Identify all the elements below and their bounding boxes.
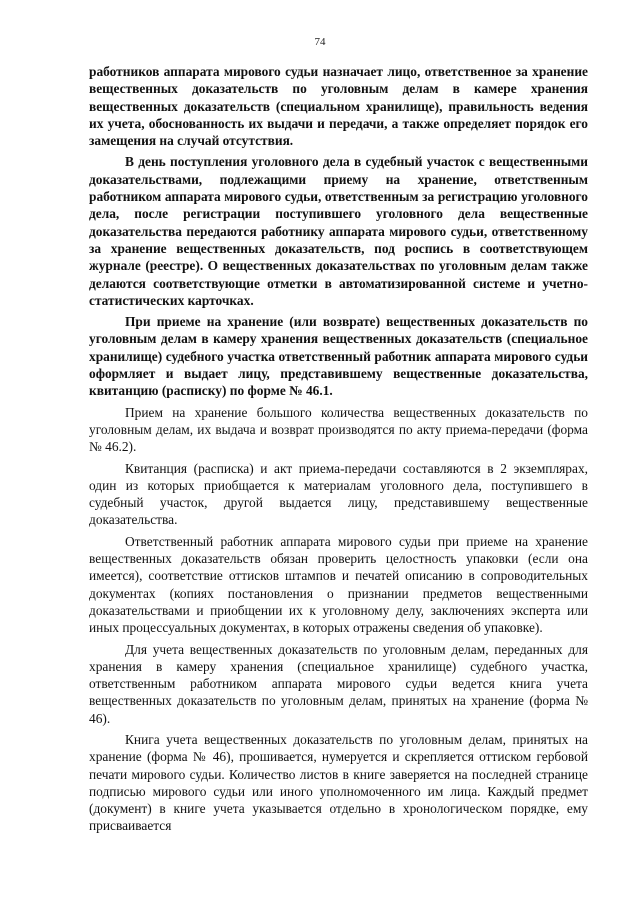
paragraph-6: Ответственный работник аппарата мирового судьи при приеме на хранение вещественных доказательств обязан проверить целостность упаковки (если она имеется), соответствие оттисков штампов и печатей описанию в сопроводительных документах (копиях постановления о признании предметов вещественными доказательствами и приобщении их к уголовному делу, заключениях эксперта или иных процессуальных документах, в которых отражены сведения об упаковке). <box>89 533 588 636</box>
page-number: 74 <box>314 36 326 48</box>
paragraph-2: В день поступления уголовного дела в судебный участок с вещественными доказательствами, подлежащими приему на хранение, ответственным работником аппарата мирового судьи, ответственным за регистрацию уголовного дела, после регистрации поступившего уголовного дела вещественные доказательства передаются работнику аппарата мирового судьи, ответственному за хранение вещественных доказательств, под роспись в соответствующем журнале (реестре). О вещественных доказательствах по уголовным делам также делаются соответствующие отметки в автоматизированной системе и учетно-статистических карточках. <box>89 154 588 308</box>
paragraph-4: Прием на хранение большого количества вещественных доказательств по уголовным делам, их выдача и возврат производятся по акту приема-передачи (форма № 46.2). <box>89 404 588 455</box>
paragraph-8: Книга учета вещественных доказательств по уголовным делам, принятых на хранение (форма № 46), прошивается, нумеруется и скрепляется оттиском гербовой печати мирового судьи. Количество листов в книге заверяется на последней странице подписью мирового судьи или иного уполномоченного им лица. Каждый предмет (документ) в книге учета указывается отдельно в хронологическом порядке, ему присваивается <box>89 731 588 834</box>
document-body <box>89 63 588 839</box>
paragraph-3: При приеме на хранение (или возврате) вещественных доказательств по уголовным делам в камеру хранения вещественных доказательств (специальное хранилище) судебного участка ответственный работник аппарата мирового судьи оформляет и выдает лицу, представившему вещественные доказательства, квитанцию (расписку) по форме № 46.1. <box>89 314 588 399</box>
paragraph-7: Для учета вещественных доказательств по уголовным делам, переданных для хранения в камеру хранения (специальное хранилище) судебного участка, ответственным работником аппарата мирового судьи ведется книга учета вещественных доказательств по уголовным делам, принятых на хранение (форма № 46). <box>89 641 588 726</box>
paragraph-1: работников аппарата мирового судьи назначает лицо, ответственное за хранение вещественных доказательств по уголовным делам в камере хранения вещественных доказательств (специальном хранилище), правильность ведения их учета, обоснованность их выдачи и передачи, а также определяет порядок его замещения на случай отсутствия. <box>89 64 588 149</box>
paragraph-5: Квитанция (расписка) и акт приема-передачи составляются в 2 экземплярах, один из которых приобщается к материалам уголовного дела, поступившего в судебный участок, другой выдается лицу, представившему вещественные доказательства. <box>89 460 588 528</box>
